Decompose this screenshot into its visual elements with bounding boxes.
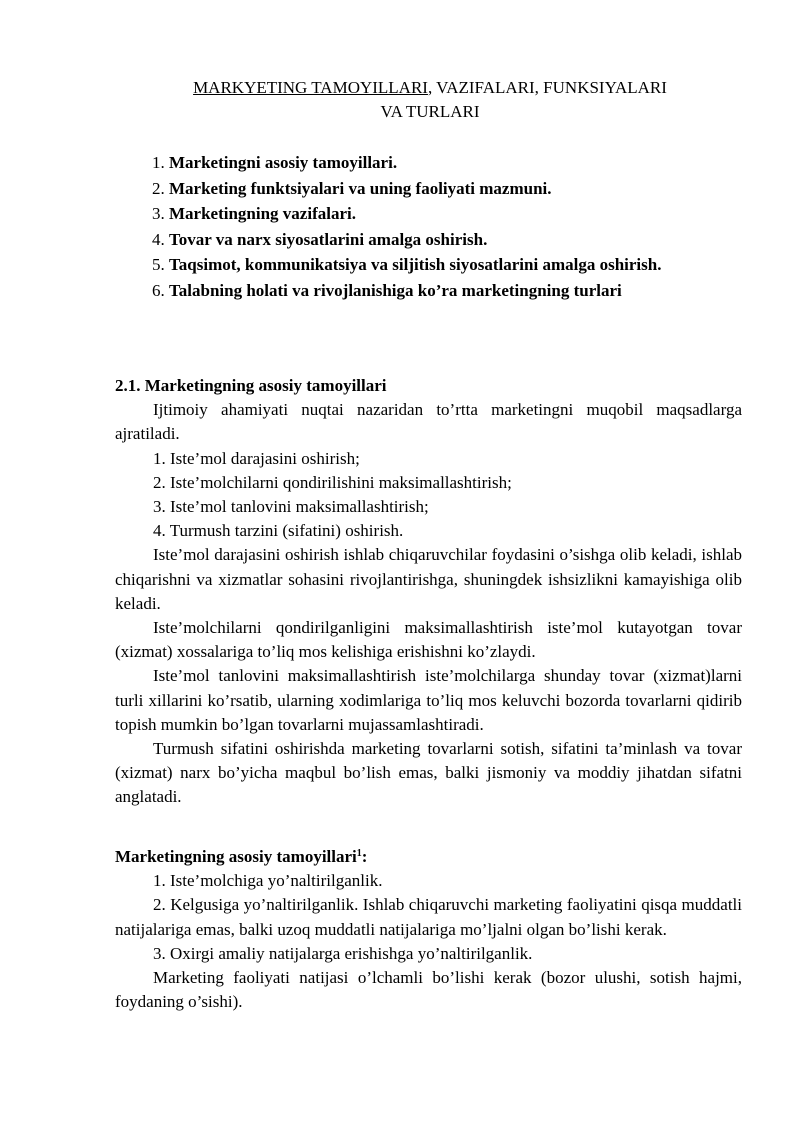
document-title-line-2: VA TURLARI: [380, 102, 480, 121]
principles-heading: [115, 845, 742, 869]
toc-item: [152, 150, 661, 176]
toc-item: [152, 278, 661, 304]
section-intro: Ijtimoiy ahamiyati nuqtai nazaridan to’rtta marketingni muqobil maqsadlarga ajratiladi.: [115, 400, 742, 444]
toc-text: Marketingning vazifalari.: [169, 204, 356, 223]
toc-item: [152, 227, 661, 253]
toc-item: [152, 201, 661, 227]
document-title-line-1: [110, 76, 750, 100]
toc-number: 6.: [152, 280, 169, 300]
toc-number: 4.: [152, 229, 169, 249]
title-rest-part: , VAZIFALARI, FUNKSIYALARI: [427, 78, 667, 97]
goal-item: 3. Iste’mol tanlovini maksimallashtirish;: [153, 497, 429, 517]
toc-text: Taqsimot, kommunikatsiya va siljitish siyosatlarini amalga oshirish.: [169, 255, 662, 274]
principles-heading-suffix: :: [361, 847, 368, 866]
toc-text: Marketing funktsiyalari va uning faoliyati mazmuni.: [169, 178, 552, 198]
toc-item: [152, 252, 661, 278]
goal-item: 1. Iste’mol darajasini oshirish;: [153, 448, 360, 468]
goal-item: 4. Turmush tarzini (sifatini) oshirish.: [153, 521, 404, 541]
table-of-contents: [152, 150, 661, 303]
toc-text: Talabning holati va rivojlanishiga ko’ra marketingning turlari: [169, 280, 622, 300]
toc-text: Marketingni asosiy tamoyillari.: [169, 153, 398, 172]
section-heading: 2.1. Marketingning asosiy tamoyillari: [115, 376, 387, 395]
toc-number: 5.: [152, 255, 169, 274]
body-paragraph: Turmush sifatini oshirishda marketing tovarlarni sotish, sifatini ta’minlash va tovar (xizmat) narx bo’yicha maqbul bo’lish emas, balki jismoniy va moddiy jihatdan sifatni anglatadi.: [115, 739, 742, 807]
footnote-mark: 1: [356, 848, 362, 859]
principles-section: [115, 845, 742, 1014]
toc-number: 3.: [152, 204, 169, 223]
body-paragraph: Iste’mol darajasini oshirish ishlab chiqaruvchilar foydasini o’sishga olib keladi, ishlab chiqarishni va xizmatlar sohasini rivojlantirishga, shuningdek ishsizlikni kamayishiga olib keladi.: [115, 545, 742, 613]
body-paragraph: Iste’molchilarni qondirilganligini maksimallashtirish iste’mol kutayotgan tovar (xizmat) xossalariga to’liq mos kelishiga erishishni ko’zlaydi.: [115, 618, 742, 662]
principle-item: 1. Iste’molchiga yo’naltirilganlik.: [153, 871, 383, 891]
closing-paragraph: Marketing faoliyati natijasi o’lchamli bo’lishi kerak (bozor ulushi, sotish hajmi, foydaning o’sishi).: [115, 968, 742, 1012]
principle-item: 3. Oxirgi amaliy natijalarga erishishga yo’naltirilganlik.: [153, 943, 533, 963]
title-underlined-part: MARKYETING TAMOYILLARI: [193, 78, 428, 97]
toc-item: [152, 176, 661, 202]
body-paragraph: Iste’mol tanlovini maksimallashtirish iste’molchilarga shunday tovar (xizmat)larni turli xillarini ko’rsatib, ularning xodimlariga to’liq mos keluvchi bozorda tovarlarni qidirib topish mumkin bo’lgan tovarlarni mujassamlashtiradi.: [115, 666, 742, 734]
principles-heading-text: Marketingning asosiy tamoyillari: [115, 847, 357, 866]
section-2-1: [115, 374, 742, 810]
toc-number: 1.: [152, 153, 169, 172]
toc-number: 2.: [152, 178, 169, 198]
toc-text: Tovar va narx siyosatlarini amalga oshirish.: [169, 229, 488, 249]
goal-item: 2. Iste’molchilarni qondirilishini maksimallashtirish;: [153, 472, 512, 492]
principle-item: 2. Kelgusiga yo’naltirilganlik. Ishlab chiqaruvchi marketing faoliyatini qisqa muddatli natijalariga emas, balki uzoq muddatli natijalariga mo’ljalni olgan bo’lishi kerak.: [115, 895, 742, 939]
